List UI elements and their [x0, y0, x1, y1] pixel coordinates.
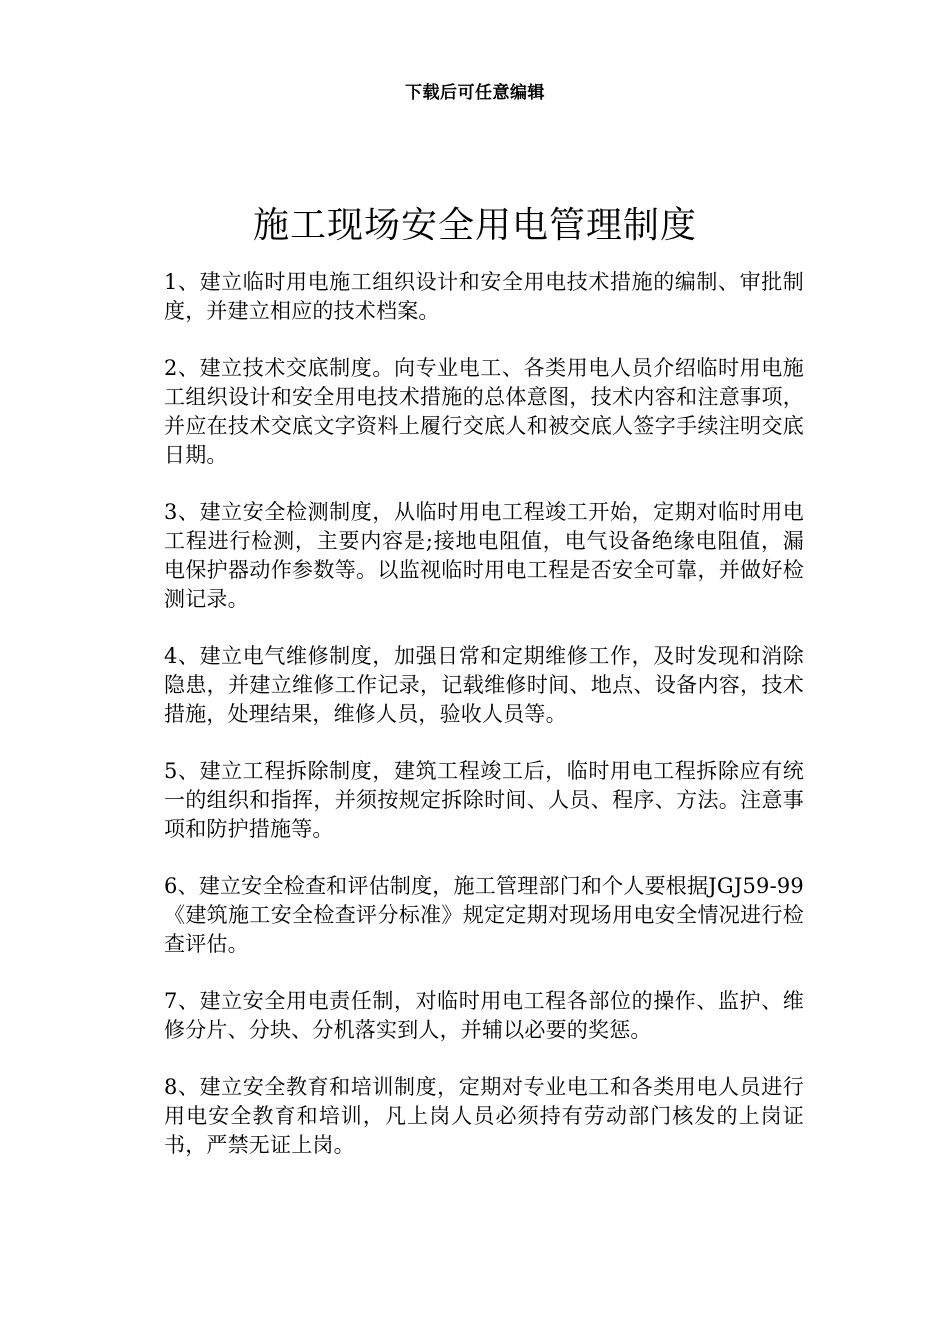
- rule-item-1: 1、建立临时用电施工组织设计和安全用电技术措施的编制、审批制度，并建立相应的技术档案。: [164, 270, 804, 323]
- rule-item-5: 5、建立工程拆除制度，建筑工程竣工后，临时用电工程拆除应有统一的组织和指挥，并须按规定拆除时间、人员、程序、方法。注意事项和防护措施等。: [164, 759, 804, 841]
- header-note: 下载后可任意编辑: [405, 83, 545, 103]
- rules-list: [164, 268, 804, 1188]
- rule-item-3: 3、建立安全检测制度，从临时用电工程竣工开始，定期对临时用电工程进行检测，主要内容是;接地电阻值，电气设备绝缘电阻值，漏电保护器动作参数等。以监视临时用电工程是否安全可靠，并做好检测记录。: [164, 500, 804, 611]
- page-title: 施工现场安全用电管理制度: [252, 205, 697, 246]
- rule-item-7: 7、建立安全用电责任制，对临时用电工程各部位的操作、监护、维修分片、分块、分机落实到人，并辅以必要的奖惩。: [164, 989, 804, 1042]
- rule-item-2: 2、建立技术交底制度。向专业电工、各类用电人员介绍临时用电施工组织设计和安全用电技术措施的总体意图，技术内容和注意事项，并应在技术交底文字资料上履行交底人和被交底人签字手续注明交底日期。: [164, 356, 804, 467]
- rule-item-6: 6、建立安全检查和评估制度，施工管理部门和个人要根据JGJ59-99《建筑施工安全检查评分标准》规定定期对现场用电安全情况进行检查评估。: [164, 874, 804, 956]
- rule-item-4: 4、建立电气维修制度，加强日常和定期维修工作，及时发现和消除隐患，并建立维修工作记录，记载维修时间、地点、设备内容，技术措施，处理结果，维修人员，验收人员等。: [164, 644, 804, 726]
- rule-item-8: 8、建立安全教育和培训制度，定期对专业电工和各类用电人员进行用电安全教育和培训，凡上岗人员必须持有劳动部门核发的上岗证书，严禁无证上岗。: [164, 1075, 804, 1157]
